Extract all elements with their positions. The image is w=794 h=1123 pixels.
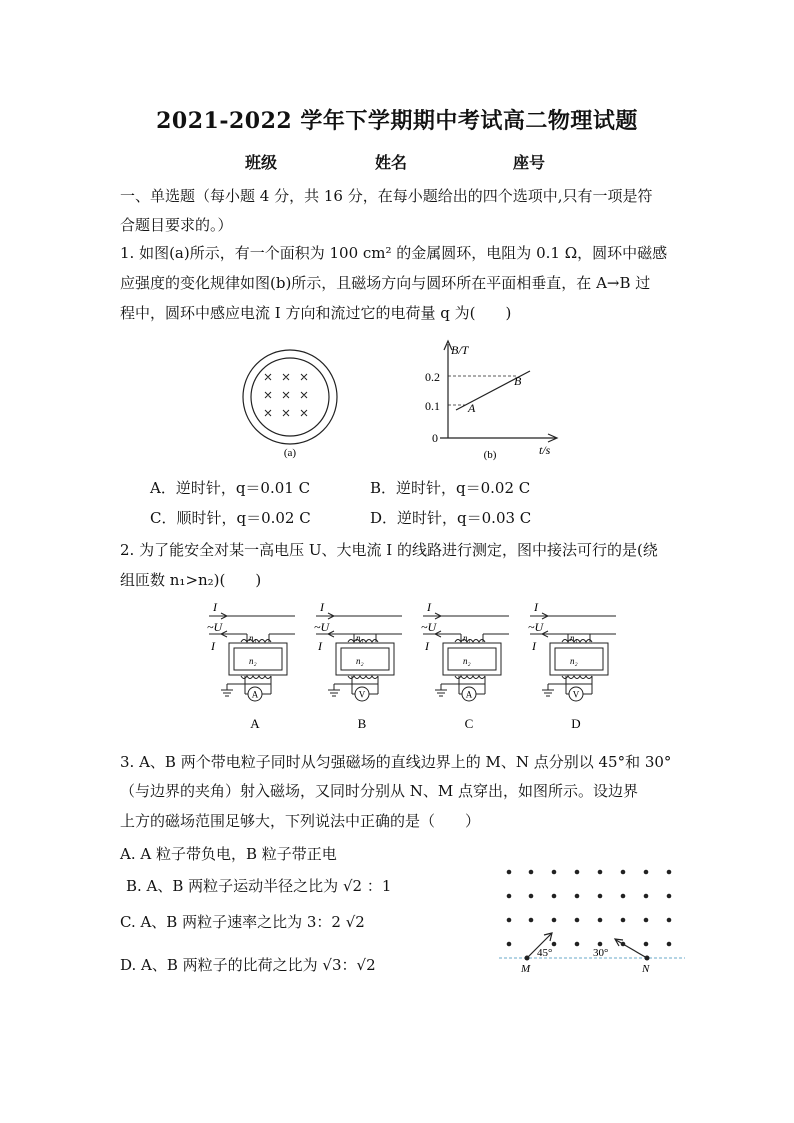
q1-figure-b <box>418 338 568 463</box>
fig-a-label: (a) <box>283 447 297 459</box>
meter-v: V <box>358 689 366 700</box>
q1-option-a: A．逆时针，q＝0.01 C <box>150 479 311 497</box>
field-crosses <box>265 374 307 416</box>
q3-option-c: C. A、B 两粒子速率之比为 3：2 √2 <box>120 913 365 931</box>
label-n2: n₂ <box>570 656 578 666</box>
q3-stem-line2: （与边界的夹角）射入磁场，又同时分别从 N、M 点穿出，如图所示。设边界 <box>120 782 639 800</box>
x-axis-label: t/s <box>539 443 551 457</box>
label-m: M <box>521 963 531 975</box>
circuit-label-b: B <box>357 716 367 731</box>
q1-figure-a <box>236 345 346 463</box>
meter-a: A <box>251 689 259 700</box>
label-n2: n₂ <box>356 656 364 666</box>
wire-i-top: I <box>320 600 324 614</box>
seat-field-label: 座号 <box>513 153 546 172</box>
q2-circuits-figure <box>205 598 625 738</box>
q3-option-d: D. A、B 两粒子的比荷之比为 √3：√2 <box>120 956 376 974</box>
circuit-c <box>421 600 509 731</box>
meter-a: A <box>465 689 473 700</box>
label-n1: n₁ <box>356 633 364 643</box>
wire-u: ~U <box>528 620 544 634</box>
class-field-label: 班级 <box>245 153 278 172</box>
wire-u: ~U <box>421 620 437 634</box>
q3-stem-line3: 上方的磁场范围足够大，下列说法中正确的是（ ） <box>120 812 481 830</box>
wire-i-bottom: I <box>318 639 322 653</box>
point-b-label: B <box>514 374 522 388</box>
y-axis-label: B/T <box>451 343 469 357</box>
particle-b-velocity <box>616 940 647 958</box>
fig-b-label: (b) <box>483 449 497 461</box>
page-title: 2021-2022 学年下学期期中考试高二物理试题 <box>156 108 638 134</box>
wire-i-top: I <box>534 600 538 614</box>
circuit-b <box>314 600 402 731</box>
section-instructions-line1: 一、单选题（每小题 4 分，共 16 分，在每小题给出的四个选项中,只有一项是符 <box>120 187 653 205</box>
ring-inner <box>251 358 329 436</box>
section-instructions-line2: 合题目要求的。） <box>120 216 233 234</box>
label-n2: n₂ <box>249 656 257 666</box>
q1-option-b: B．逆时针，q＝0.02 C <box>370 479 531 497</box>
name-field-label: 姓名 <box>375 153 408 172</box>
wire-i-top: I <box>213 600 217 614</box>
q3-stem-line1: 3. A、B 两个带电粒子同时从匀强磁场的直线边界上的 M、N 点分别以 45°和 30° <box>120 753 672 771</box>
tick-0.1: 0.1 <box>425 399 440 413</box>
q3-option-b: B. A、B 两粒子运动半径之比为 √2 ：1 <box>126 877 392 895</box>
wire-i-bottom: I <box>425 639 429 653</box>
wire-u: ~U <box>314 620 330 634</box>
circuit-label-d: D <box>571 716 581 731</box>
angle-45: 45° <box>537 947 553 959</box>
angle-30: 30° <box>593 947 609 959</box>
wire-u: ~U <box>207 620 223 634</box>
tick-0: 0 <box>432 431 438 445</box>
circuit-a <box>207 600 295 731</box>
q3-figure <box>495 858 690 980</box>
label-n2: n₂ <box>463 656 471 666</box>
tick-0.2: 0.2 <box>425 370 440 384</box>
label-n1: n₁ <box>463 633 471 643</box>
label-n: N <box>642 963 650 975</box>
wire-i-bottom: I <box>211 639 215 653</box>
q1-option-d: D．逆时针，q＝0.03 C <box>370 509 532 527</box>
point-a-label: A <box>468 401 476 415</box>
meter-v: V <box>572 689 580 700</box>
q2-stem-line2: 组匝数 n₁>n₂)( ) <box>120 571 262 589</box>
q1-stem-line3: 程中，圆环中感应电流 I 方向和流过它的电荷量 q 为( ) <box>120 304 512 322</box>
q1-stem-line2: 应强度的变化规律如图(b)所示，且磁场方向与圆环所在平面相垂直，在 A→B 过 <box>120 274 651 292</box>
q2-stem-line1: 2. 为了能安全对某一高电压 U、大电流 I 的线路进行测定，图中接法可行的是(绕 <box>120 541 658 559</box>
circuit-label-a: A <box>250 716 260 731</box>
circuit-label-c: C <box>464 716 474 731</box>
q1-stem-line1: 1. 如图(a)所示，有一个面积为 100 cm² 的金属圆环，电阻为 0.1 Ω，圆环中磁感 <box>120 244 668 262</box>
q3-option-a: A. A 粒子带负电，B 粒子带正电 <box>120 845 337 863</box>
label-n1: n₁ <box>249 633 257 643</box>
wire-i-top: I <box>427 600 431 614</box>
ring-outer <box>243 350 337 444</box>
field-dots <box>507 870 672 947</box>
q1-option-c: C．顺时针，q＝0.02 C <box>150 509 311 527</box>
circuit-d <box>528 600 616 731</box>
wire-i-bottom: I <box>532 639 536 653</box>
label-n1: n₁ <box>570 633 578 643</box>
